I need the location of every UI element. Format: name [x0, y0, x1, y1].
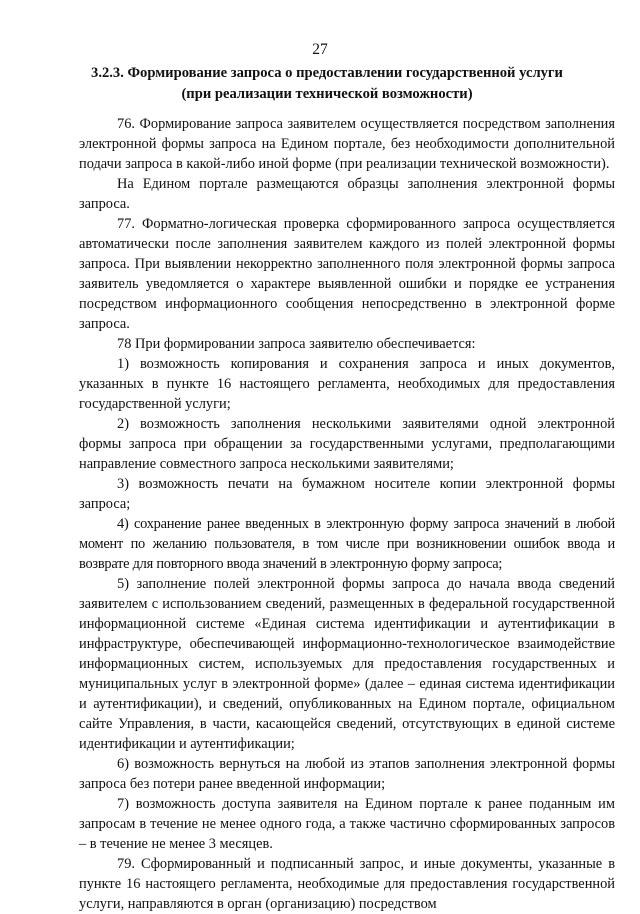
- paragraph-76-note: На Едином портале размещаются образцы заполнения электронной формы запроса.: [79, 176, 615, 212]
- list-item-3: 3) возможность печати на бумажном носителе копии электронной формы запроса;: [79, 476, 615, 512]
- paragraph-78: 78 При формировании запроса заявителю обеспечивается:: [117, 336, 476, 352]
- section-title-line-1: 3.2.3. Формирование запроса о предоставлении государственной услуги: [91, 65, 563, 81]
- list-item-2: 2) возможность заполнения несколькими заявителями одной электронной формы запроса при обращении за государственными услугами, предполагающими направление совместного запроса несколькими заявителями;: [79, 416, 615, 472]
- page-number: 27: [312, 41, 328, 58]
- paragraph-77: 77. Форматно-логическая проверка сформированного запроса осуществляется автоматически после заполнения заявителем каждого из полей электронной формы запроса. При выявлении некорректно заполненного поля электронной формы запроса заявитель уведомляется о характере выявленной ошибки и порядке ее устранения посредством информационного сообщения непосредственно в электронной форме запроса.: [79, 216, 615, 332]
- document-body: [79, 114, 615, 914]
- section-title-line-2: (при реализации технической возможности): [181, 86, 473, 102]
- paragraph-79: 79. Сформированный и подписанный запрос, и иные документы, указанные в пункте 16 настоящего регламента, необходимые для предоставления государственной услуги, направляются в орган (организацию) посредством: [79, 856, 615, 912]
- list-item-1: 1) возможность копирования и сохранения запроса и иных документов, указанных в пункте 16 настоящего регламента, необходимых для предоставления государственной услуги;: [79, 356, 615, 412]
- list-item-5: 5) заполнение полей электронной формы запроса до начала ввода сведений заявителем с использованием сведений, размещенных в федеральной государственной информационной системе «Единая система идентификации и аутентификации в инфраструктуре, обеспечивающей информационно-технологическое взаимодействие информационных систем, используемых для предоставления государственных и муниципальных услуг в электронной форме» (далее – единая система идентификации и аутентификации), и сведений, опубликованных на Едином портале, официальном сайте Управления, в части, касающейся сведений, отсутствующих в единой системе идентификации и аутентификации;: [79, 576, 615, 752]
- section-heading: [40, 63, 614, 105]
- list-item-7: 7) возможность доступа заявителя на Едином портале к ранее поданным им запросам в течение не менее одного года, а также частично сформированных запросов – в течение не менее 3 месяцев.: [79, 796, 615, 852]
- paragraph-76: 76. Формирование запроса заявителем осуществляется посредством заполнения электронной формы запроса на Едином портале, без необходимости дополнительной подачи запроса в какой-либо иной форме (при реализации технической возможности).: [79, 116, 615, 172]
- list-item-4: 4) сохранение ранее введенных в электронную форму запроса значений в любой момент по желанию пользователя, в том числе при возникновении ошибок ввода и возврате для повторного ввода значений в электронную форму запроса;: [79, 516, 615, 572]
- list-item-6: 6) возможность вернуться на любой из этапов заполнения электронной формы запроса без потери ранее введенной информации;: [79, 756, 615, 792]
